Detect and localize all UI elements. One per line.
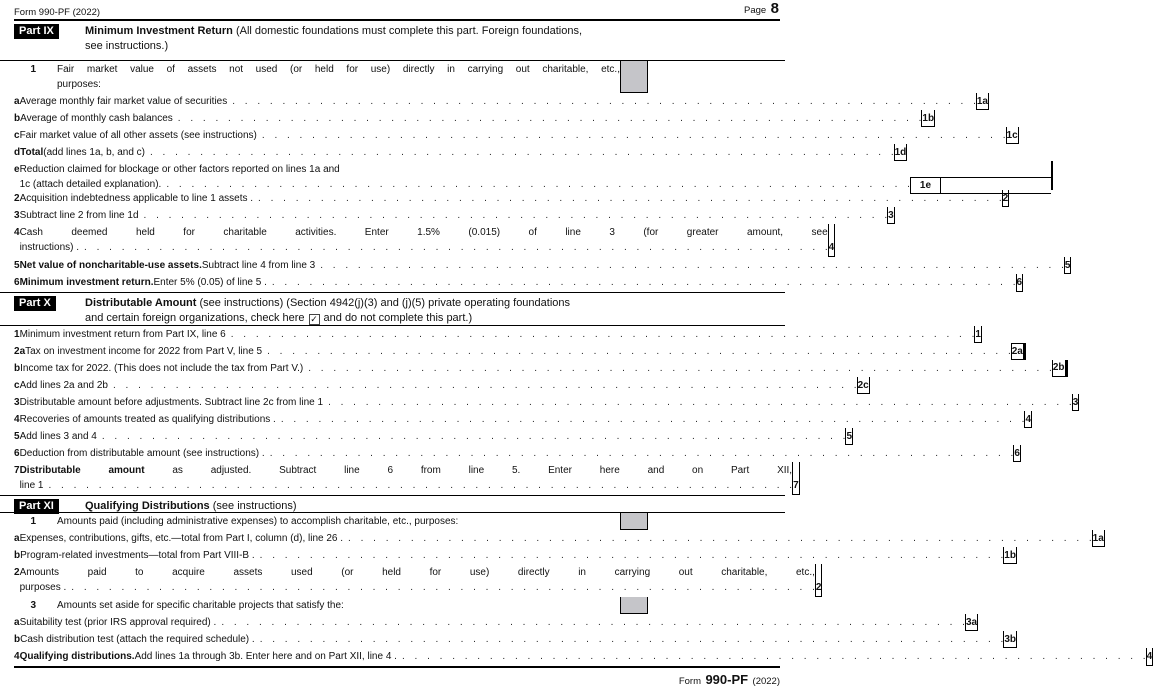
form-line-x-7 [14, 462, 799, 495]
page-footer [0, 668, 785, 689]
form-line-x-2b [14, 360, 1065, 377]
line-ref-box: 3 [1072, 394, 1080, 411]
line-letter: c [14, 130, 20, 141]
shaded-cell [620, 513, 648, 530]
form-line-ix-1c [14, 127, 1018, 144]
dot-leader [79, 240, 828, 255]
dot-leader [255, 548, 1004, 564]
line-text: Fair market value of assets not used (or held for use) directly in carrying out charitable, etc., purposes: [57, 64, 620, 90]
line-ref-box: 3 [887, 207, 895, 224]
line-text: Acquisition indebtedness applicable to line 1 assets . . . . [20, 190, 1002, 207]
line-number: 2 [14, 346, 20, 357]
dot-leader [343, 531, 1092, 547]
line-number: 5 [14, 431, 20, 442]
line-text: Distributable amount as adjusted. Subtract line 6 from line 5. Enter here and on Part XII, line 1 . . . [20, 462, 793, 495]
part-x-table [14, 326, 1079, 495]
line-ref-box: 5 [845, 428, 853, 445]
line-number: 6 [14, 448, 20, 459]
form-line-ix-4 [14, 224, 835, 257]
line-letter: a [14, 96, 20, 107]
form-line-x-1 [14, 326, 981, 343]
dot-leader [227, 94, 976, 110]
part-x-title: Distributable Amount [85, 297, 197, 309]
dot-leader [267, 275, 1016, 292]
form-line-xi-4 [14, 648, 1153, 666]
line-ref-box: 1a [1092, 530, 1105, 547]
form-id-header: Form 990-PF (2022) [14, 7, 101, 18]
line-text: Minimum investment return. Enter 5% (0.05) of line 5 . . . . [20, 274, 1016, 292]
sub-line-ref-box: 1e [910, 177, 941, 194]
page-label: Page [744, 5, 767, 16]
line-text: Average of monthly cash balances . . . [20, 110, 921, 127]
line-number: 1 [30, 64, 36, 75]
line-letter: e [14, 164, 20, 175]
line-text: Amounts set aside for specific charitable projects that satisfy the: [57, 600, 344, 611]
line-ref-box: 5 [1064, 257, 1072, 274]
form-line-xi-3 [14, 597, 780, 614]
part-xi-title: Qualifying Distributions [85, 500, 210, 512]
line-ref-box: 1a [976, 93, 989, 110]
form-line-xi-1a [14, 530, 1104, 547]
part-x-subtitle: (see instructions) (Section 4942(j)(3) and (j)(5) private operating foundations [199, 297, 571, 309]
line-number: 1 [30, 516, 36, 527]
line-letter: b [14, 550, 21, 561]
part-x-header [0, 292, 785, 326]
form-line-xi-2 [14, 564, 822, 597]
line-letter: c [14, 380, 20, 391]
line-text: Income tax for 2022. (This does not include the tax from Part V.) . . . [20, 360, 1052, 377]
shaded-cell [620, 597, 648, 614]
dot-leader [97, 429, 846, 445]
line-text: Subtract line 2 from line 1d . . . [20, 207, 888, 224]
line-ref-box: 4 [1146, 648, 1153, 666]
line-ref-box: 3b [1003, 631, 1017, 648]
page-number: 8 [770, 0, 779, 17]
form-line-xi-1b [14, 547, 1016, 564]
line-text: Fair market value of all other assets (see instructions) . . . [20, 127, 1006, 144]
form-line-xi-3a [14, 614, 978, 631]
amount-cell [648, 597, 780, 614]
dot-leader [43, 478, 792, 493]
line-text: Cash distribution test (attach the required schedule) . . . . [20, 631, 1003, 648]
form-line-ix-1d [14, 144, 907, 161]
line-ref-box: 2 [1002, 190, 1010, 207]
line-ref-box: 2c [857, 377, 870, 394]
dot-leader [262, 344, 1011, 360]
form-line-x-4 [14, 411, 1031, 428]
amount-cell [648, 513, 780, 530]
line-ref-box: 6 [1013, 445, 1021, 462]
part-ix-badge: Part IX [14, 24, 59, 39]
part-ix-header [0, 21, 785, 61]
line-ref-box: 1d [894, 144, 908, 161]
dot-leader [257, 128, 1006, 144]
amount-cell [648, 61, 780, 93]
dot-leader [303, 361, 1052, 377]
page-number-area [744, 0, 779, 18]
dot-leader [66, 580, 815, 595]
shaded-cell [1051, 161, 1053, 190]
line-text: Distributable amount before adjustments. Subtract line 2c from line 1 . . . [20, 394, 1072, 411]
line-text: Reduction claimed for blockage or other factors reported on lines 1a and 1c (attach detailed explanation). . . . 1e [20, 161, 1051, 190]
line-number: 6 [14, 277, 20, 288]
dot-leader [145, 145, 894, 161]
sub-line-ref-box: 2b [1052, 360, 1066, 377]
footer-form-number: 990-PF [705, 672, 749, 687]
dot-leader [255, 632, 1004, 648]
line-text: Minimum investment return from Part IX, line 6 . . . [20, 326, 975, 343]
part-xi-badge: Part XI [14, 499, 59, 514]
form-line-ix-3 [14, 207, 894, 224]
dot-leader [315, 258, 1064, 274]
form-line-x-5 [14, 428, 853, 445]
form-line-ix-1b [14, 110, 935, 127]
line-ref-box: 1b [921, 110, 935, 127]
line-text: Net value of noncharitable-use assets. Subtract line 4 from line 3 . . . [20, 257, 1064, 274]
line-text: Total (add lines 1a, b, and c) . . . [20, 144, 894, 161]
part-xi-subtitle: (see instructions) [212, 500, 297, 512]
line-text: Average monthly fair market value of securities . . . [20, 93, 976, 110]
line-ref-box: 3a [965, 614, 978, 631]
part-ix-subtitle: (All domestic foundations must complete this part. Foreign foundations, [235, 25, 583, 37]
line-ref-box: 1c [1006, 127, 1019, 144]
line-text: Deduction from distributable amount (see instructions) . . . . [20, 445, 1014, 462]
dot-leader [216, 615, 965, 631]
line-text: Add lines 3 and 4 . . . [20, 428, 846, 445]
shaded-cell [1066, 360, 1068, 377]
part-xi-table [14, 513, 1153, 666]
line-number: 3 [14, 210, 20, 221]
form-line-ix-1a [14, 93, 988, 110]
dot-leader [173, 111, 922, 127]
dot-leader [276, 412, 1025, 428]
form-line-ix-1e [14, 161, 932, 191]
part-ix-table [14, 61, 1071, 292]
form-line-x-3 [14, 394, 1079, 411]
line-text: Tax on investment income for 2022 from Part V, line 5 . . . [25, 343, 1011, 360]
line-number: 7 [14, 465, 20, 476]
line-letter: d [14, 147, 21, 158]
checkbox-checked[interactable]: ✓ [310, 314, 318, 324]
dot-leader [265, 446, 1014, 462]
dot-leader [323, 395, 1072, 411]
line-number: 1 [14, 329, 20, 340]
footer-form-prefix: Form [678, 676, 701, 687]
line-text: Add lines 2a and 2b . . . [20, 377, 857, 394]
line-ref-box: 4 [828, 224, 836, 257]
line-text: Recoveries of amounts treated as qualifying distributions . . . . [20, 411, 1025, 428]
form-line-x-2a [14, 343, 1023, 360]
form-line-ix-6 [14, 274, 1023, 292]
line-letter: a [14, 617, 20, 628]
line-number: 4 [14, 227, 20, 238]
line-number: 2 [14, 193, 20, 204]
form-line-ix-2 [14, 190, 1009, 207]
line-letter: b [14, 113, 21, 124]
dot-leader [253, 191, 1002, 207]
line-ref-box: 4 [1024, 411, 1032, 428]
line-letter: a [14, 533, 20, 544]
line-ref-box: 2 [815, 564, 823, 597]
line-letter: a [19, 346, 26, 357]
line-number: 2 [14, 567, 20, 578]
line-text: Amounts paid (including administrative expenses) to accomplish charitable, etc., purposes: [57, 516, 459, 527]
form-line-ix-1 [14, 61, 780, 93]
line-number: 4 [14, 414, 20, 425]
page-header [0, 0, 785, 19]
form-line-x-2c [14, 377, 869, 394]
line-number: 4 [14, 651, 20, 662]
part-x-badge: Part X [14, 296, 56, 311]
line-text: Amounts paid to acquire assets used (or held for use) directly in carrying out charitable, etc., purposes . . . . [20, 564, 815, 597]
line-text: Expenses, contributions, gifts, etc.—total from Part I, column (d), line 26 . . . . [20, 530, 1092, 547]
dot-leader [397, 649, 1146, 666]
line-ref-box: 1 [974, 326, 982, 343]
line-letter: b [14, 363, 21, 374]
dot-leader [139, 208, 888, 224]
part-xi-header [0, 495, 785, 513]
shaded-cell [1024, 343, 1026, 360]
line-number: 3 [14, 397, 20, 408]
line-text: Program-related investments—total from Part VIII-B . . . . [20, 547, 1003, 564]
form-line-xi-1 [14, 513, 780, 530]
dot-leader [226, 327, 975, 343]
dot-leader [108, 378, 857, 394]
line-text: Suitability test (prior IRS approval required) . . . . [20, 614, 965, 631]
part-x-subtitle-2a: and certain foreign organizations, check here [85, 312, 305, 324]
line-ref-box: 7 [792, 462, 800, 495]
form-line-xi-3b [14, 631, 1016, 648]
line-text: Qualifying distributions. Add lines 1a through 3b. Enter here and on Part XII, line 4 . . . . [20, 648, 1146, 666]
line-letter: b [14, 634, 21, 645]
line-text: Cash deemed held for charitable activities. Enter 1.5% (0.015) of line 3 (for greater amount, see instructions) . . . . [20, 224, 828, 257]
form-line-ix-5 [14, 257, 1071, 274]
part-x-subtitle-2b: and do not complete this part.) [323, 312, 473, 324]
line-number: 3 [30, 600, 36, 611]
line-ref-box: 6 [1016, 274, 1024, 292]
part-ix-title: Minimum Investment Return [85, 25, 233, 37]
line-ref-box: 1b [1003, 547, 1017, 564]
line-number: 5 [14, 260, 20, 271]
shaded-cell [620, 61, 648, 93]
part-ix-subtitle-2: see instructions.) [85, 40, 169, 52]
form-line-x-6 [14, 445, 1020, 462]
footer-form-year: (2022) [752, 676, 780, 687]
sub-line-ref-box: 2a [1011, 343, 1024, 360]
